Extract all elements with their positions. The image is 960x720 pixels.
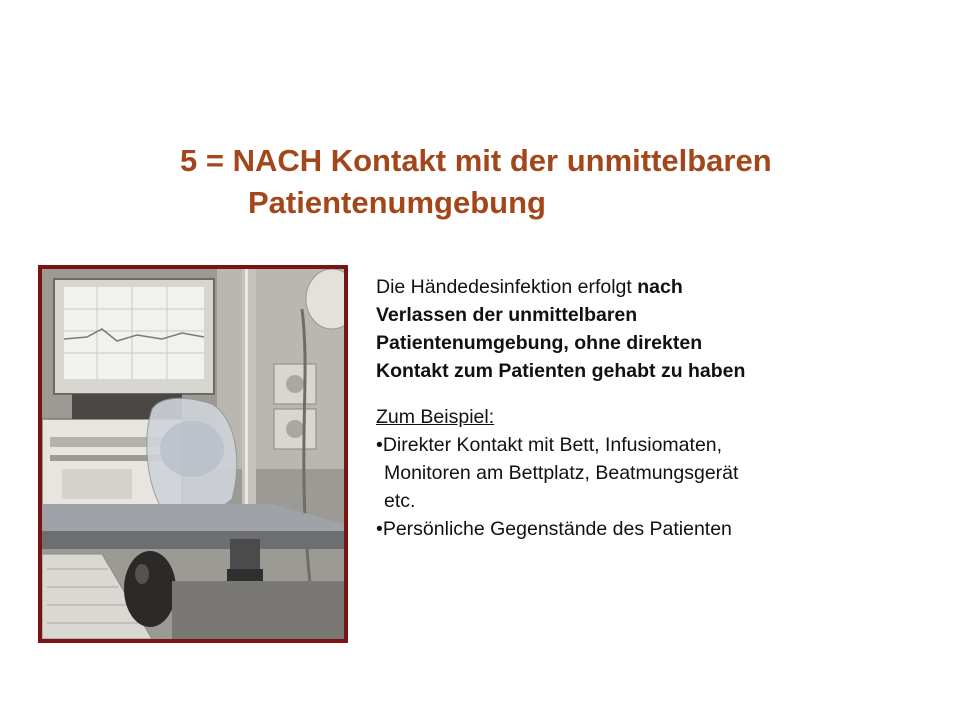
- slide-body: [376, 273, 936, 543]
- bullet-1-line-3: etc.: [384, 490, 416, 512]
- intro-bold-text-4: Kontakt zum Patienten gehabt zu haben: [376, 360, 746, 382]
- photo-illustration: [42, 269, 344, 639]
- slide-title-line-1: 5 = NACH Kontakt mit der unmittelbaren: [180, 143, 772, 178]
- slide-title-line-2: Patientenumgebung: [248, 185, 546, 220]
- intro-paragraph: [376, 273, 936, 385]
- bullet-1-line-2: Monitoren am Bettplatz, Beatmungsgerät: [384, 462, 739, 484]
- bedside-equipment-photo: [38, 265, 348, 643]
- intro-bold-text-1: nach: [637, 276, 683, 298]
- bullet-1-line-1: •Direkter Kontakt mit Bett, Infusiomaten,: [376, 434, 723, 456]
- intro-bold-text-3: Patientenumgebung, ohne direkten: [376, 332, 703, 354]
- bullet-1: [376, 431, 936, 515]
- paragraph-spacer: [376, 385, 936, 403]
- intro-plain-text: Die Händedesinfektion erfolgt: [376, 276, 638, 298]
- slide-title: [180, 140, 940, 224]
- intro-bold-text-2: Verlassen der unmittelbaren: [376, 304, 638, 326]
- bullet-2: •Persönliche Gegenstände des Patienten: [376, 518, 732, 540]
- example-heading: Zum Beispiel:: [376, 406, 495, 428]
